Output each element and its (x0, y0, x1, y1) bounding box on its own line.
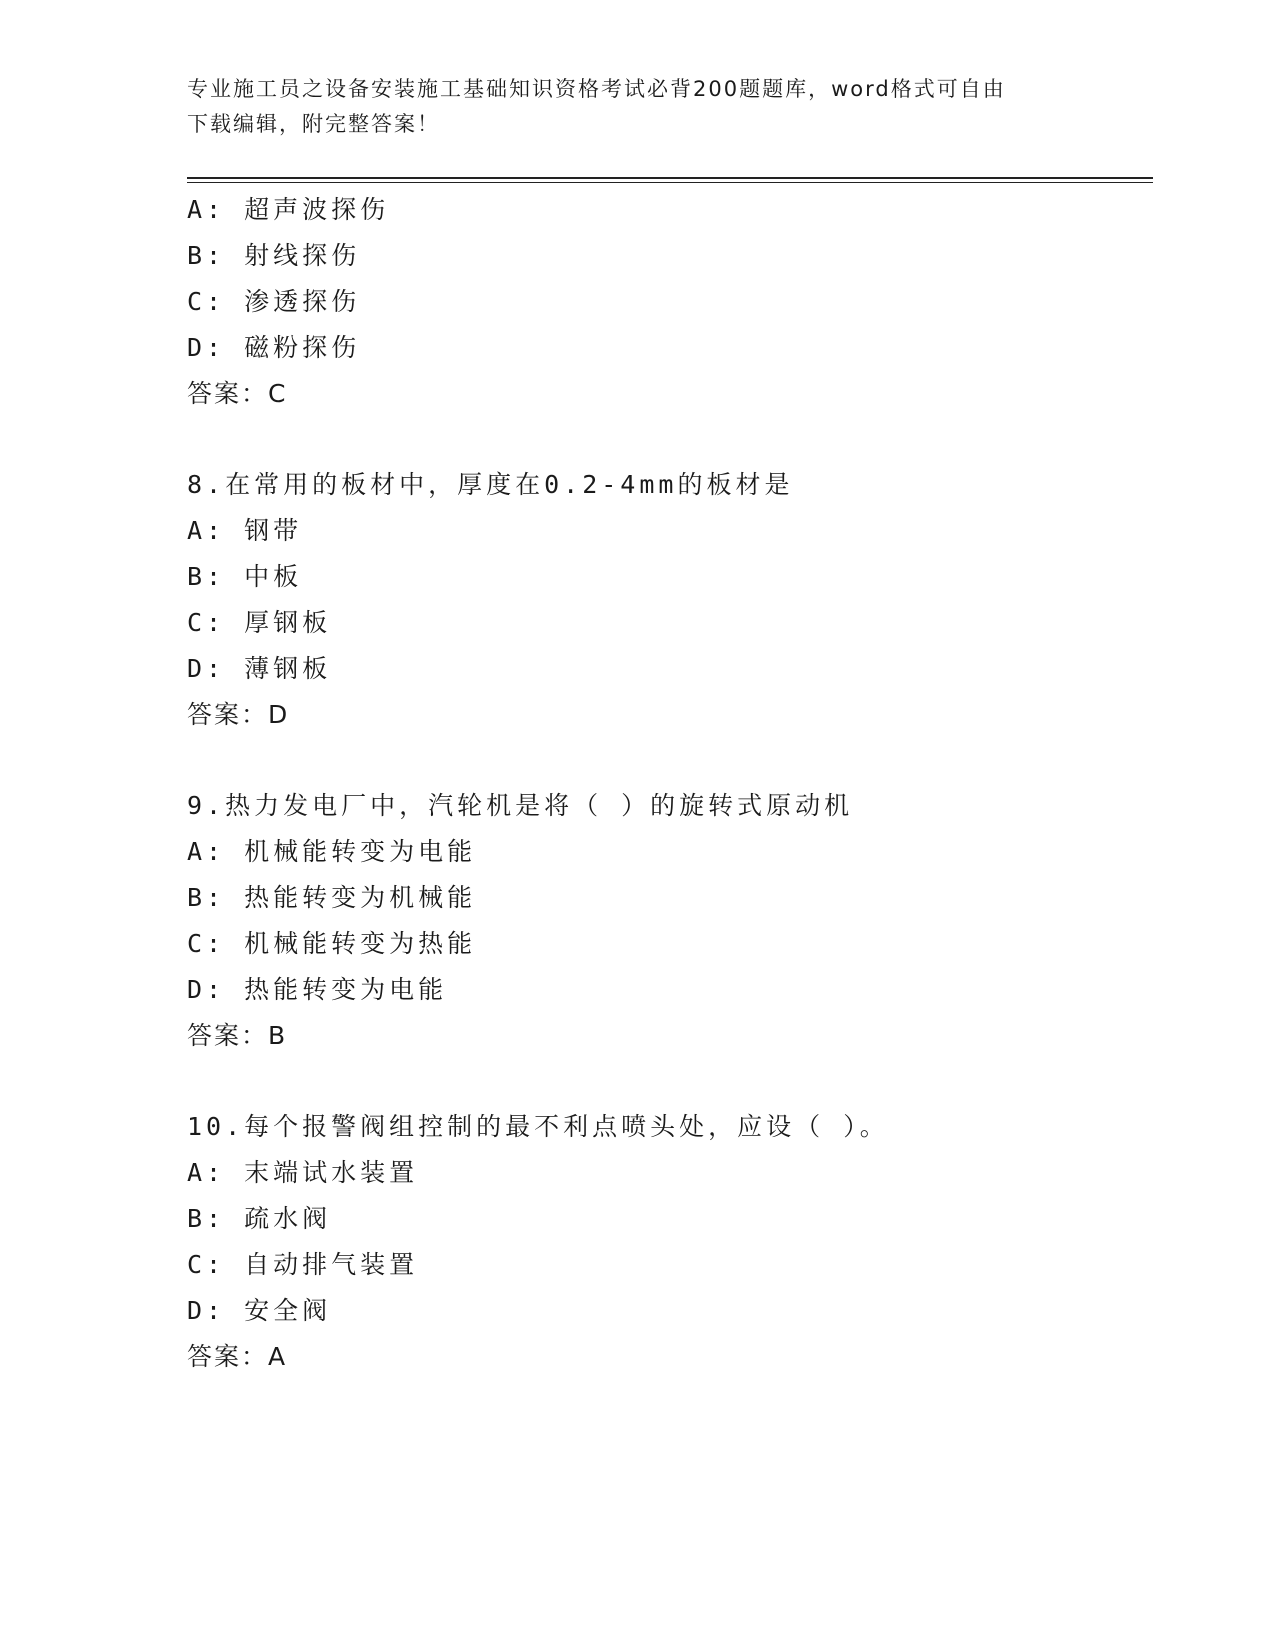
option-d: D: 磁粉探伤 (187, 333, 361, 362)
spacer (187, 417, 1153, 462)
option-d: D: 热能转变为电能 (187, 975, 448, 1004)
question-block-10 (187, 1104, 1153, 1380)
option-d: D: 薄钢板 (187, 654, 332, 683)
question-block-8 (187, 462, 1153, 738)
header-divider-thin (187, 182, 1153, 183)
option-c: C: 机械能转变为热能 (187, 929, 477, 958)
question-text: 10.每个报警阀组控制的最不利点喷头处，应设（ ）。 (187, 1112, 889, 1141)
option-c: C: 自动排气装置 (187, 1250, 419, 1279)
option-b: B: 中板 (187, 562, 303, 591)
option-a: A: 超声波探伤 (187, 195, 390, 224)
option-a: A: 末端试水装置 (187, 1158, 419, 1187)
question-text: 9.热力发电厂中，汽轮机是将（ ）的旋转式原动机 (187, 791, 854, 820)
spacer (187, 738, 1153, 783)
question-text: 8.在常用的板材中，厚度在0.2-4mm的板材是 (187, 470, 794, 499)
option-b: B: 热能转变为机械能 (187, 883, 477, 912)
option-c: C: 渗透探伤 (187, 287, 361, 316)
document-header (187, 72, 1087, 142)
answer-line: 答案：A (187, 1342, 288, 1371)
question-list (187, 187, 1153, 1380)
option-a: A: 机械能转变为电能 (187, 837, 477, 866)
option-c: C: 厚钢板 (187, 608, 332, 637)
option-d: D: 安全阀 (187, 1296, 332, 1325)
option-a: A: 钢带 (187, 516, 303, 545)
answer-line: 答案：C (187, 379, 288, 408)
option-b: B: 疏水阀 (187, 1204, 332, 1233)
answer-line: 答案：B (187, 1021, 288, 1050)
header-divider-thick (187, 177, 1153, 179)
header-line-2: 下载编辑，附完整答案！ (187, 112, 440, 136)
option-b: B: 射线探伤 (187, 241, 361, 270)
spacer (187, 1059, 1153, 1104)
question-block-9 (187, 783, 1153, 1059)
header-line-1: 专业施工员之设备安装施工基础知识资格考试必背200题题库，word格式可自由 (187, 77, 1006, 101)
question-block-7 (187, 187, 1153, 417)
answer-line: 答案：D (187, 700, 290, 729)
